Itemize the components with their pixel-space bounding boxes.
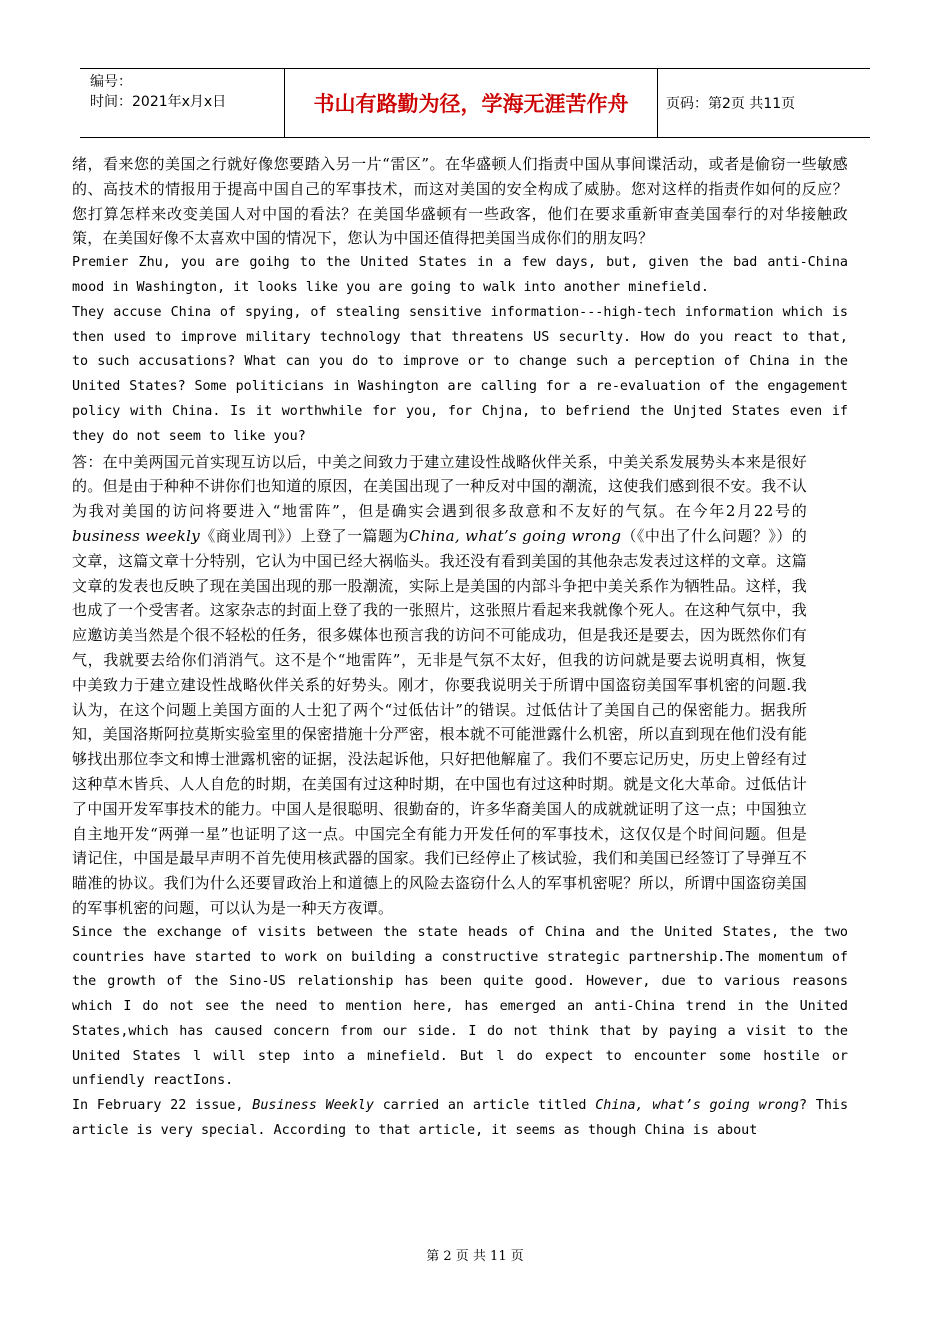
en-answer-2-magazine: Business Weekly — [252, 1098, 374, 1114]
zh-answer-article-en: China, what’s going wrong — [408, 526, 622, 545]
header-table — [80, 68, 870, 138]
page-label: 页码：第2页 共11页 — [666, 96, 796, 112]
en-answer-1: Since the exchange of visits between the state heads of China and the United States, the two countries have started to work on building a constructive strategic partnership.The momentum of the growth of the Sino-US relationship has been quite good. However, due to various reasons which I do not see the need to mention here, has emerged an anti-China trend in the United States,which has caused concern from our side. I do not think that by paying a visit to the United States l will step into a minefield. But l do expect to encounter some hostile or unfiendly reactIons. — [72, 924, 848, 1089]
date-label: 时间：2021年x月x日 — [90, 94, 227, 110]
zh-answer-magazine-en: business weekly — [72, 526, 201, 545]
zh-answer — [72, 450, 807, 921]
en-question-1: Premier Zhu, you are goihg to the United States in a few days, but, given the bad anti-China mood in Washington, it looks like you are going to walk into another minefield. — [72, 255, 848, 295]
header-meta — [80, 69, 284, 137]
number-label: 编号： — [90, 74, 132, 90]
en-question-2: They accuse China of spying, of stealing sensitive information---high-tech information which is then used to improve military technology that threatens US securlty. How do you react to that, to such accusations? What can you do to improve or to change such a perception of China in the United States? Some politicians in Washington are calling for a re-evaluation of the engagement policy with China. Is it worthwhile for you, for Chjna, to befriend the Unjted States even if they do not seem to like you? — [72, 304, 848, 444]
page-footer: 第 2 页 共 11 页 — [426, 1249, 524, 1264]
zh-answer-part-2: 《商业周刊》）上登了一篇题为 — [200, 526, 409, 545]
zh-answer-part-1: 答：在中美两国元首实现互访以后，中美之间致力于建立建设性战略伙伴关系，中美关系发展势头本来是很好的。但是由于种种不讲你们也知道的原因，在美国出现了一种反对中国的潮流，这使我们感到很不安。我不认为我对美国的访问将要进入“地雷阵”，但是确实会遇到很多敌意和不友好的气氛。在今年2月22号的 — [72, 452, 807, 521]
motto: 书山有路勤为径，学海无涯苦作舟 — [284, 69, 658, 137]
en-answer-2-part-3: ? This article is very special. According to that article, it seems as though China is about — [72, 1098, 849, 1139]
en-answer-2-article: China, what’s going wrong — [595, 1098, 799, 1114]
zh-answer-part-3: （《中出了什么问题？》）的文章，这篇文章十分特别，它认为中国已经大祸临头。我还没有看到美国的其他杂志发表过这样的文章。这篇文章的发表也反映了现在美国出现的那一股潮流，实际上是美国的内部斗争把中美关系作为牺牲品。这样，我也成了一个受害者。这家杂志的封面上登了我的一张照片，这张照片看起来我就像个死人。在这种气氛中，我应邀访美当然是个很不轻松的任务，很多媒体也预言我的访问不可能成功，但是我还是要去，因为既然你们有气，我就要去给你们消消气。这不是个“地雷阵”，无非是气氛不太好，但我的访问就是要去说明真相，恢复中美致力于建立建设性战略伙伴关系的好势头。刚才，你要我说明关于所谓中国盗窃美国军事机密的问题.我认为，在这个问题上美国方面的人士犯了两个“过低估计”的错误。过低估计了美国自己的保密能力。据我所知，美国洛斯阿拉莫斯实验室里的保密措施十分严密，根本就不可能泄露什么机密，所以直到现在他们没有能够找出那位李文和博士泄露机密的证据，没法起诉他，只好把他解雇了。我们不要忘记历史，历史上曾经有过这种草木皆兵、人人自危的时期，在美国有过这种时期，在中国也有过这种时期。就是文化大革命。过低估计了中国开发军事技术的能力。中国人是很聪明、很勤奋的，许多华裔美国人的成就就证明了这一点；中国独立自主地开发“两弹一星”也证明了这一点。中国完全有能力开发任何的军事技术，这仅仅是个时间问题。但是请记住，中国是最早声明不首先使用核武器的国家。我们已经停止了核试验，我们和美国已经签订了导弹互不瞄准的协议。我们为什么还要冒政治上和道德上的风险去盗窃什么人的军事机密呢？所以，所谓中国盗窃美国的军事机密的问题，可以认为是一种天方夜谭。 — [72, 526, 808, 917]
en-answer-2-part-2: carried an article titled — [382, 1098, 587, 1114]
en-answer-2-part-1: In February 22 issue, — [72, 1098, 244, 1114]
en-answer-2 — [72, 1094, 848, 1144]
zh-question: 绪，看来您的美国之行就好像您要踏入另一片“雷区”。在华盛顿人们指责中国从事间谍活动，或者是偷窃一些敏感的、高技术的情报用于提高中国自己的军事技术，而这对美国的安全构成了威胁。您对这样的指责作如何的反应？您打算怎样来改变美国人对中国的看法？在美国华盛顿有一些政客，他们在要求重新审查美国奉行的对华接触政策，在美国好像不太喜欢中国的情况下，您认为中国还值得把美国当成你们的朋友吗？ — [72, 155, 848, 248]
document-body — [72, 152, 848, 1144]
